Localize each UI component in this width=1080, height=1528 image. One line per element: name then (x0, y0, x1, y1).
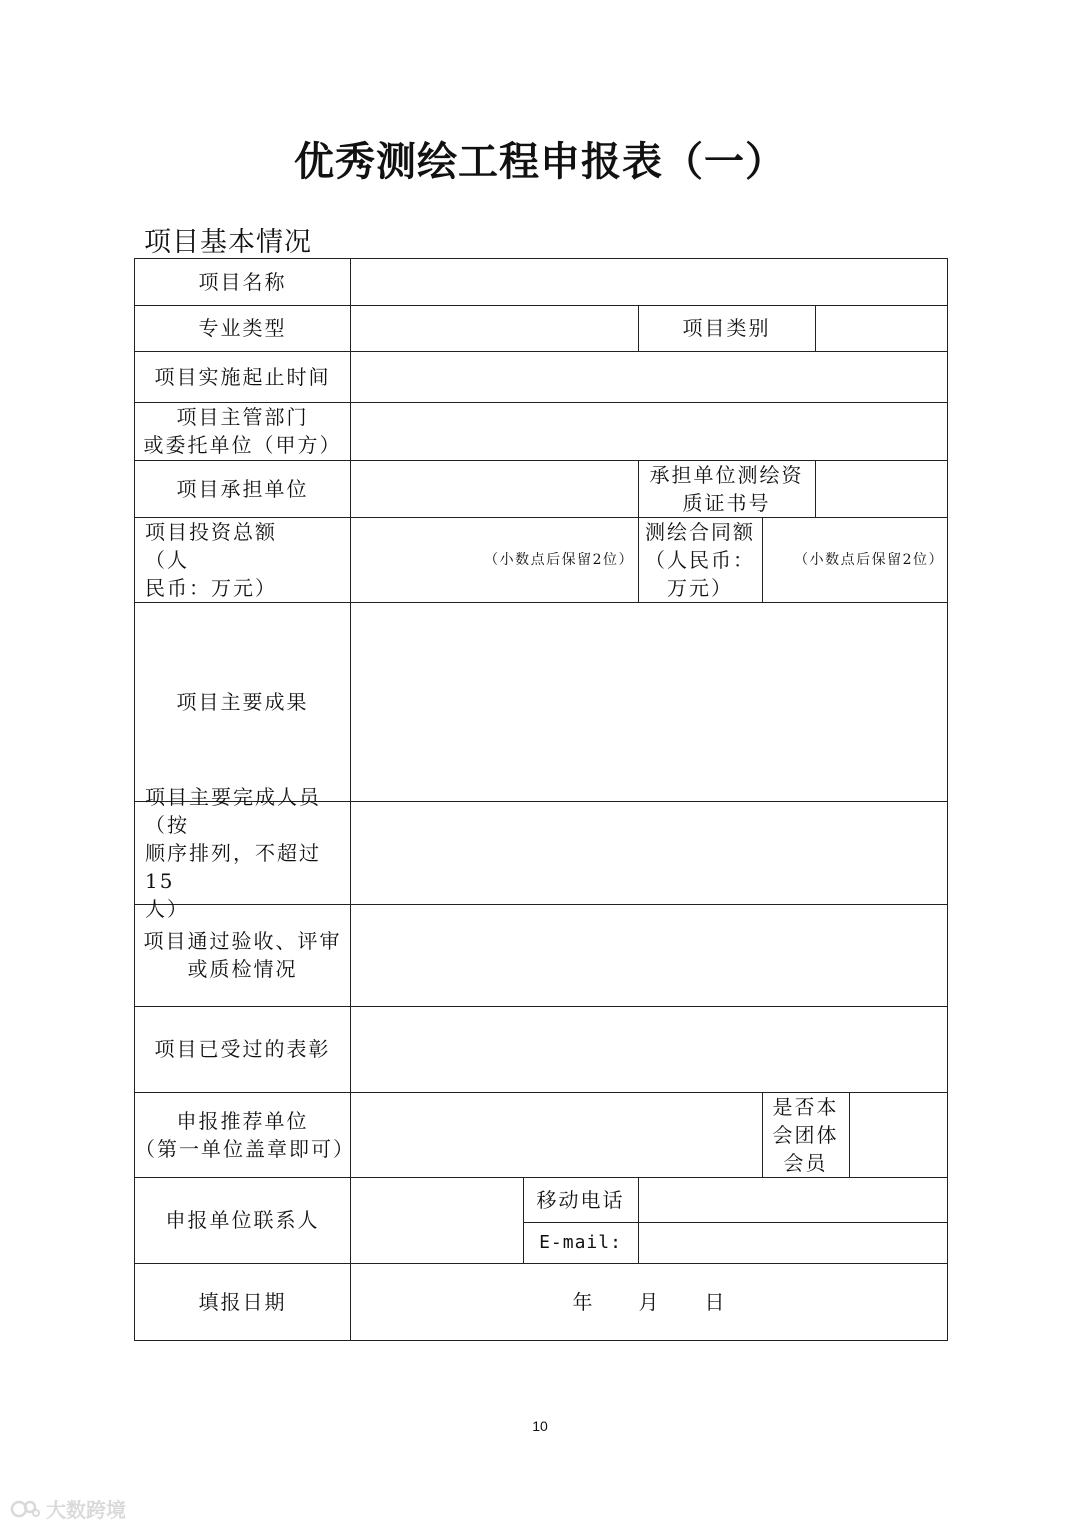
label-investment: 项目投资总额 （人 民币：万元） (145, 519, 277, 600)
input-project-name[interactable] (351, 259, 948, 305)
input-authority[interactable] (351, 402, 948, 460)
input-recommender[interactable] (351, 1092, 762, 1177)
watermark-text: 大数跨境 (46, 1498, 126, 1522)
label-period: 项目实施起止时间 (154, 364, 331, 389)
input-mobile[interactable] (639, 1177, 948, 1222)
label-qualification: 承担单位测绘资 质证书号 (649, 462, 804, 515)
label-recommender: 申报推荐单位 （第一单位盖章即可） (135, 1108, 355, 1161)
input-contact[interactable] (351, 1177, 523, 1263)
watermark-logo-icon (10, 1498, 40, 1520)
input-acceptance[interactable] (351, 904, 948, 1006)
label-mobile: 移动电话 (536, 1187, 625, 1212)
page-title: 优秀测绘工程申报表（一） (294, 138, 786, 185)
application-form-table (134, 258, 948, 1341)
label-project-category: 项目类别 (682, 316, 771, 340)
section-heading: 项目基本情况 (144, 227, 312, 258)
watermark (10, 1494, 126, 1523)
label-awards: 项目已受过的表彰 (154, 1037, 331, 1061)
input-undertaker[interactable] (351, 460, 638, 517)
label-date: 填报日期 (198, 1290, 287, 1314)
label-project-name: 项目名称 (198, 270, 287, 294)
label-personnel: 项目主要完成人员（按 顺序排列，不超过15 人） (145, 784, 321, 921)
label-contract-amount: 测绘合同额 （人民币： 万元） (645, 519, 755, 600)
label-undertaker: 项目承担单位 (176, 476, 309, 501)
label-achievements: 项目主要成果 (176, 689, 309, 714)
label-major-type: 专业类型 (198, 316, 287, 340)
input-project-category[interactable] (816, 305, 948, 351)
input-qualification[interactable] (816, 460, 948, 517)
page-number: 10 (532, 1418, 548, 1434)
label-email: E-mail: (539, 1231, 622, 1253)
input-email[interactable] (639, 1222, 948, 1263)
input-major-type[interactable] (351, 305, 638, 351)
label-contact: 申报单位联系人 (165, 1208, 320, 1232)
input-personnel[interactable] (351, 801, 948, 904)
note-decimal-1: （小数点后保留2位） (484, 551, 634, 568)
date-value[interactable]: 年 月 日 (572, 1290, 727, 1314)
label-member: 是否本 会团体 会员 (772, 1094, 839, 1175)
input-period[interactable] (351, 351, 948, 402)
input-member[interactable] (850, 1092, 948, 1177)
label-authority: 项目主管部门 或委托单位（甲方） (143, 405, 342, 457)
label-acceptance: 项目通过验收、评审 或质检情况 (143, 929, 342, 981)
input-achievements[interactable] (351, 602, 948, 801)
note-decimal-2: （小数点后保留2位） (794, 551, 944, 568)
input-awards[interactable] (351, 1006, 948, 1092)
